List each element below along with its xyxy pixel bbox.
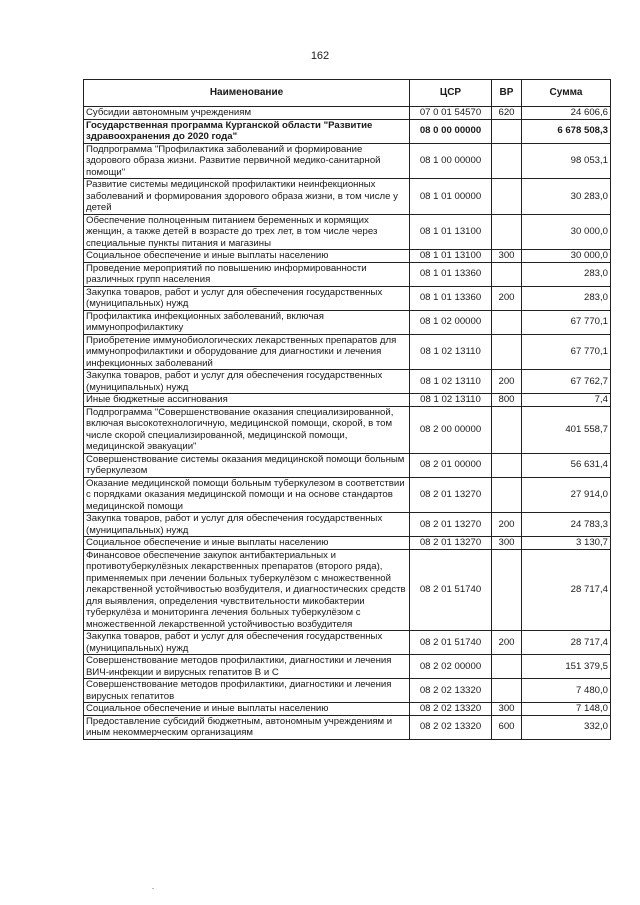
cell-sum: 27 914,0 [522, 477, 611, 513]
cell-csr: 08 1 01 00000 [410, 179, 492, 215]
cell-csr: 08 2 02 13320 [410, 715, 492, 739]
cell-csr: 08 1 01 13360 [410, 286, 492, 310]
cell-name: Проведение мероприятий по повышению информированности различных групп населения [84, 262, 410, 286]
cell-sum: 401 558,7 [522, 406, 611, 453]
cell-csr: 08 1 02 13110 [410, 394, 492, 407]
scan-mark [152, 888, 154, 889]
cell-sum: 56 631,4 [522, 453, 611, 477]
table-row [84, 406, 611, 453]
cell-vr: 200 [492, 286, 522, 310]
cell-name: Государственная программа Курганской области "Развитие здравоохранения до 2020 года" [84, 119, 410, 143]
table-row [84, 286, 611, 310]
cell-vr [492, 310, 522, 334]
cell-name: Закупка товаров, работ и услуг для обеспечения государственных (муниципальных) нужд [84, 370, 410, 394]
cell-name: Подпрограмма "Профилактика заболеваний и формирование здорового образа жизни. Развитие первичной медико-санитарной помощи" [84, 143, 410, 179]
cell-name: Совершенствование методов профилактики, диагностики и лечения ВИЧ-инфекции и вирусных гепатитов В и С [84, 655, 410, 679]
cell-sum: 67 762,7 [522, 370, 611, 394]
cell-csr: 07 0 01 54570 [410, 107, 492, 120]
table-row [84, 655, 611, 679]
cell-vr: 300 [492, 537, 522, 550]
cell-csr: 08 2 01 13270 [410, 477, 492, 513]
cell-csr: 08 1 00 00000 [410, 143, 492, 179]
table-row [84, 513, 611, 537]
cell-csr: 08 1 01 13100 [410, 214, 492, 250]
table-row [84, 179, 611, 215]
cell-vr [492, 477, 522, 513]
table-row [84, 549, 611, 631]
cell-name: Субсидии автономным учреждениям [84, 107, 410, 120]
cell-vr: 200 [492, 370, 522, 394]
cell-vr: 300 [492, 250, 522, 263]
table-row [84, 119, 611, 143]
cell-sum: 283,0 [522, 262, 611, 286]
cell-vr [492, 179, 522, 215]
cell-name: Закупка товаров, работ и услуг для обеспечения государственных (муниципальных) нужд [84, 513, 410, 537]
cell-name: Развитие системы медицинской профилактики неинфекционных заболеваний и формирования здорового образа жизни, в том числе у детей [84, 179, 410, 215]
cell-name: Совершенствование методов профилактики, диагностики и лечения вирусных гепатитов [84, 679, 410, 703]
cell-csr: 08 1 01 13360 [410, 262, 492, 286]
cell-vr [492, 453, 522, 477]
cell-sum: 151 379,5 [522, 655, 611, 679]
cell-name: Профилактика инфекционных заболеваний, включая иммунопрофилактику [84, 310, 410, 334]
cell-sum: 332,0 [522, 715, 611, 739]
table-row [84, 214, 611, 250]
table-row [84, 310, 611, 334]
cell-csr: 08 0 00 00000 [410, 119, 492, 143]
cell-csr: 08 2 01 51740 [410, 549, 492, 631]
cell-vr [492, 262, 522, 286]
table-row [84, 453, 611, 477]
cell-vr: 200 [492, 513, 522, 537]
cell-csr: 08 2 01 13270 [410, 537, 492, 550]
cell-csr: 08 2 02 00000 [410, 655, 492, 679]
cell-vr [492, 214, 522, 250]
cell-name: Социальное обеспечение и иные выплаты населению [84, 250, 410, 263]
cell-sum: 30 000,0 [522, 250, 611, 263]
table-row [84, 477, 611, 513]
cell-name: Предоставление субсидий бюджетным, автономным учреждениям и иным некоммерческим организациям [84, 715, 410, 739]
table-row [84, 703, 611, 716]
cell-csr: 08 2 02 13320 [410, 703, 492, 716]
page-number: 162 [310, 50, 330, 62]
table-row [84, 537, 611, 550]
cell-sum: 24 606,6 [522, 107, 611, 120]
cell-sum: 7,4 [522, 394, 611, 407]
cell-sum: 28 717,4 [522, 631, 611, 655]
cell-sum: 24 783,3 [522, 513, 611, 537]
cell-csr: 08 2 02 13320 [410, 679, 492, 703]
cell-vr [492, 119, 522, 143]
cell-vr: 600 [492, 715, 522, 739]
cell-sum: 3 130,7 [522, 537, 611, 550]
table-body [84, 107, 611, 740]
cell-sum: 6 678 508,3 [522, 119, 611, 143]
table-row [84, 679, 611, 703]
cell-sum: 283,0 [522, 286, 611, 310]
cell-sum: 30 283,0 [522, 179, 611, 215]
table-row [84, 107, 611, 120]
cell-name: Закупка товаров, работ и услуг для обеспечения государственных (муниципальных) нужд [84, 286, 410, 310]
cell-sum: 7 148,0 [522, 703, 611, 716]
table-row [84, 394, 611, 407]
cell-vr [492, 679, 522, 703]
cell-name: Приобретение иммунобиологических лекарственных препаратов для иммунопрофилактики и оборудование для диагностики и лечения инфекционных заболеваний [84, 334, 410, 370]
cell-sum: 7 480,0 [522, 679, 611, 703]
cell-name: Подпрограмма "Совершенствование оказания специализированной, включая высокотехнологичную, медицинской помощи, скорой, в том числе скорой специализированной, медицинской помощи, медицинской эвакуации" [84, 406, 410, 453]
cell-name: Социальное обеспечение и иные выплаты населению [84, 703, 410, 716]
table-row [84, 370, 611, 394]
table-row [84, 715, 611, 739]
cell-sum: 98 053,1 [522, 143, 611, 179]
table-row [84, 143, 611, 179]
cell-name: Обеспечение полноценным питанием беременных и кормящих женщин, а также детей в возрасте до трех лет, в том числе через специальные пункты питания и магазины [84, 214, 410, 250]
cell-csr: 08 1 02 13110 [410, 334, 492, 370]
table-row [84, 631, 611, 655]
table-row [84, 262, 611, 286]
cell-vr [492, 334, 522, 370]
cell-csr: 08 1 02 13110 [410, 370, 492, 394]
cell-sum: 67 770,1 [522, 334, 611, 370]
cell-sum: 30 000,0 [522, 214, 611, 250]
cell-csr: 08 1 01 13100 [410, 250, 492, 263]
cell-csr: 08 1 02 00000 [410, 310, 492, 334]
cell-vr [492, 143, 522, 179]
cell-vr [492, 549, 522, 631]
table-row [84, 334, 611, 370]
cell-sum: 67 770,1 [522, 310, 611, 334]
cell-vr: 300 [492, 703, 522, 716]
cell-name: Совершенствование системы оказания медицинской помощи больным туберкулезом [84, 453, 410, 477]
column-header-csr: ЦСР [410, 80, 492, 107]
column-header-name: Наименование [84, 80, 410, 107]
table-header-row [84, 80, 611, 107]
column-header-vr: ВР [492, 80, 522, 107]
cell-csr: 08 2 01 13270 [410, 513, 492, 537]
cell-name: Закупка товаров, работ и услуг для обеспечения государственных (муниципальных) нужд [84, 631, 410, 655]
table-row [84, 250, 611, 263]
cell-sum: 28 717,4 [522, 549, 611, 631]
cell-vr: 620 [492, 107, 522, 120]
cell-csr: 08 2 00 00000 [410, 406, 492, 453]
cell-name: Финансовое обеспечение закупок антибактериальных и противотуберкулёзных лекарственных препаратов (второго ряда), применяемых при лечении больных туберкулёзом с множественной лекарственной устойчивостью возбудителя, и диагностических средств для выявления, определения чувствительности микобактерии туберкулёза и мониторинга лечения больных туберкулёзом с множественной лекарственной устойчивостью возбудителя [84, 549, 410, 631]
cell-vr: 800 [492, 394, 522, 407]
cell-vr: 200 [492, 631, 522, 655]
cell-csr: 08 2 01 00000 [410, 453, 492, 477]
column-header-sum: Сумма [522, 80, 611, 107]
cell-name: Оказание медицинской помощи больным туберкулезом в соответствии с порядками оказания медицинской помощи и на основе стандартов медицинской помощи [84, 477, 410, 513]
cell-name: Иные бюджетные ассигнования [84, 394, 410, 407]
cell-vr [492, 655, 522, 679]
cell-csr: 08 2 01 51740 [410, 631, 492, 655]
budget-table [83, 79, 611, 740]
cell-name: Социальное обеспечение и иные выплаты населению [84, 537, 410, 550]
cell-vr [492, 406, 522, 453]
